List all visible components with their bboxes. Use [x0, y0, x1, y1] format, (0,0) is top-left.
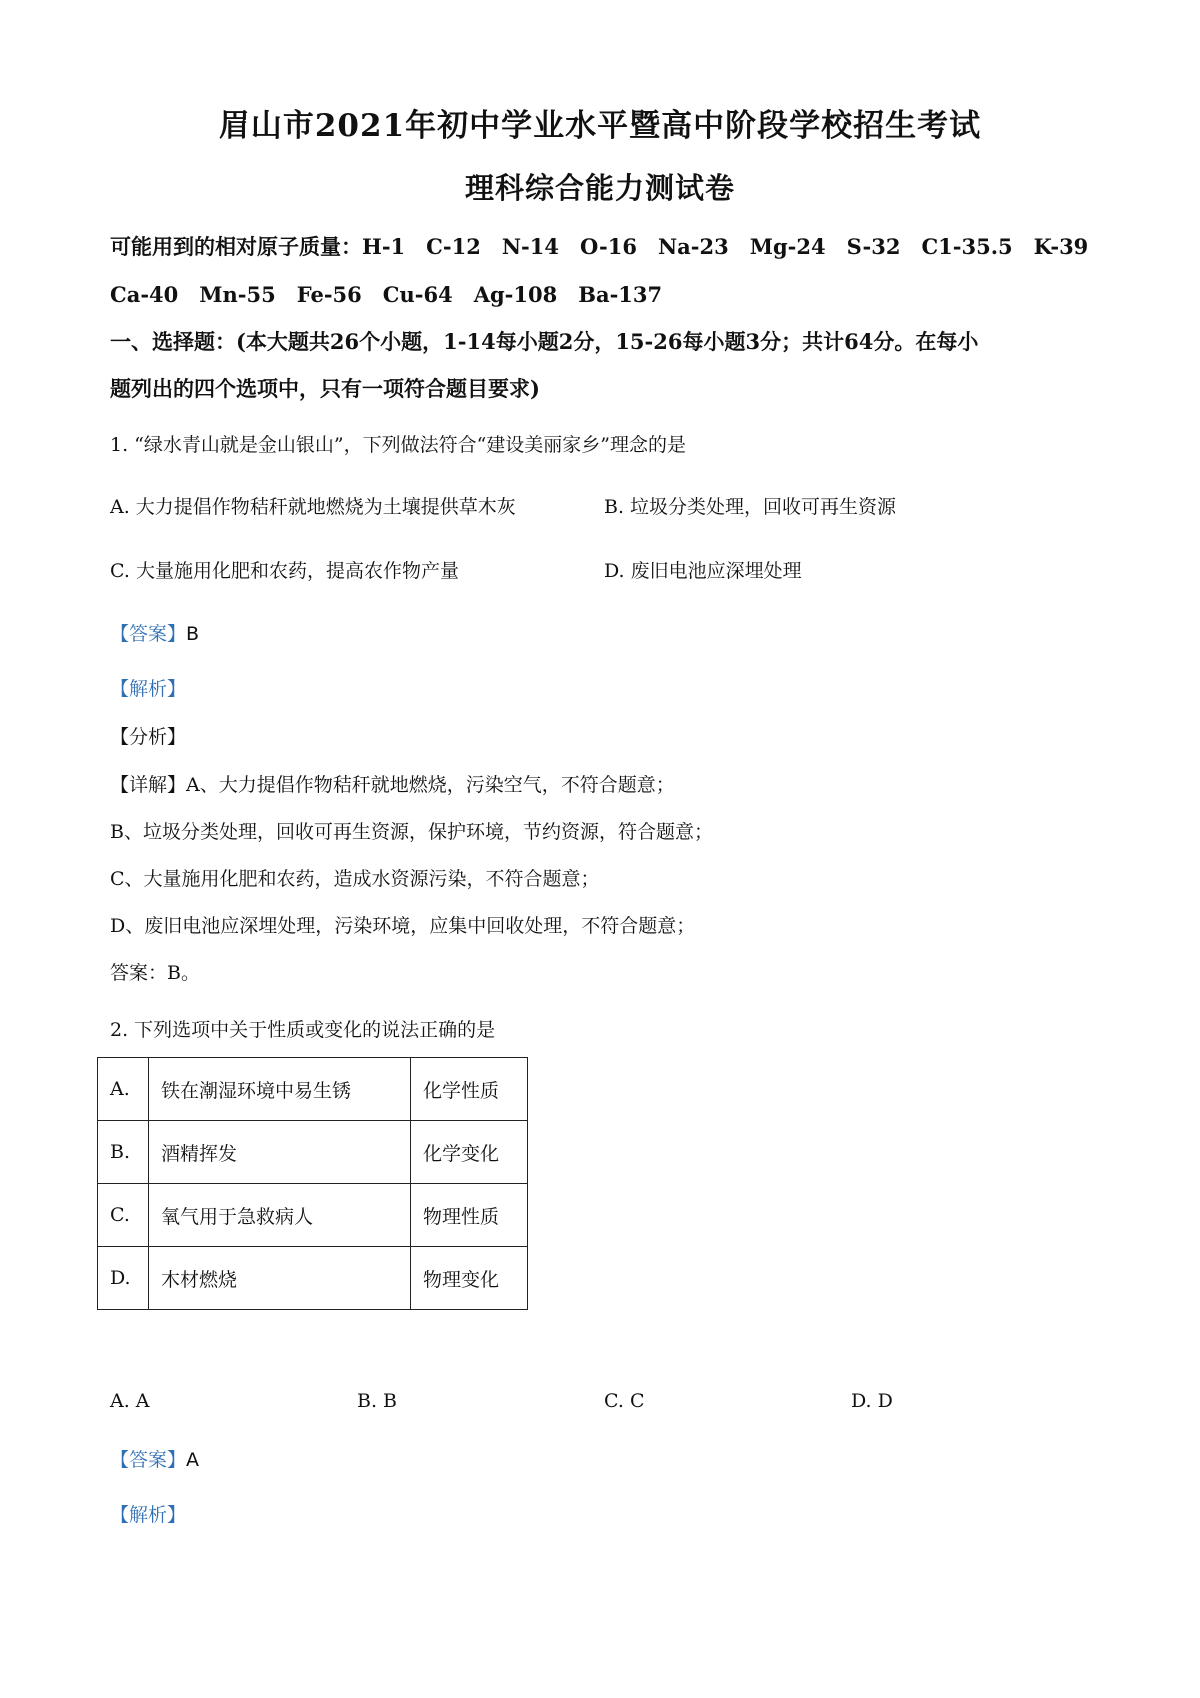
table-cell: D. — [98, 1247, 149, 1310]
table-row — [98, 1247, 528, 1310]
table-row — [98, 1058, 528, 1121]
table-row — [98, 1184, 528, 1247]
table-cell: B. — [98, 1121, 149, 1184]
q1-detail-line: 【详解】A、大力提倡作物秸秆就地燃烧，污染空气，不符合题意； — [110, 774, 675, 796]
section-heading-line-1: 一、选择题：(本大题共26个小题，1-14每小题2分，15-26每小题3分；共计64分。在每小 — [110, 329, 979, 354]
q1-stem: 1. “绿水青山就是金山银山”，下列做法符合“建设美丽家乡”理念的是 — [110, 434, 687, 456]
exam-subtitle: 理科综合能力测试卷 — [464, 171, 735, 205]
atomic-mass-line-2: Ca-40 Mn-55 Fe-56 Cu-64 Ag-108 Ba-137 — [110, 282, 663, 307]
q2-options-table — [97, 1057, 528, 1310]
atomic-mass-line-1: 可能用到的相对原子质量：H-1 C-12 N-14 O-16 Na-23 Mg-24 S-32 C1-35.5 K-39 — [110, 234, 1089, 259]
q2-analysis-label — [110, 1500, 186, 1527]
answer-label: 【答案】 — [110, 623, 187, 645]
table-cell: 化学性质 — [411, 1058, 528, 1121]
table-cell: 铁在潮湿环境中易生锈 — [149, 1058, 411, 1121]
section-heading-line-2: 题列出的四个选项中，只有一项符合题目要求) — [110, 376, 540, 401]
exam-title: 眉山市2021年初中学业水平暨高中阶段学校招生考试 — [218, 108, 982, 144]
table-cell: 物理变化 — [411, 1247, 528, 1310]
answer-value: B — [186, 623, 200, 645]
table-cell: 氧气用于急救病人 — [149, 1184, 411, 1247]
q2-choice-c: C. C — [604, 1390, 645, 1412]
q1-detail-line: D、废旧电池应深埋处理，污染环境，应集中回收处理，不符合题意； — [110, 915, 696, 937]
q1-fenxi-label: 【分析】 — [110, 726, 187, 748]
table-row — [98, 1121, 528, 1184]
q1-option-c: C. 大量施用化肥和农药，提高农作物产量 — [110, 560, 459, 582]
q1-option-d: D. 废旧电池应深埋处理 — [604, 560, 802, 582]
table-cell: 酒精挥发 — [149, 1121, 411, 1184]
table-cell: 物理性质 — [411, 1184, 528, 1247]
q2-stem: 2. 下列选项中关于性质或变化的说法正确的是 — [110, 1019, 496, 1041]
q1-detail-line: 答案：B。 — [110, 962, 200, 984]
q2-choice-d: D. D — [851, 1390, 893, 1412]
q2-answer — [110, 1445, 199, 1472]
q1-answer — [110, 619, 199, 646]
q1-option-b: B. 垃圾分类处理，回收可再生资源 — [604, 496, 897, 518]
table-cell: 化学变化 — [411, 1121, 528, 1184]
table-cell: 木材燃烧 — [149, 1247, 411, 1310]
answer-label: 【答案】 — [110, 1449, 187, 1471]
q1-option-a: A. 大力提倡作物秸秆就地燃烧为土壤提供草木灰 — [110, 496, 516, 518]
analysis-label: 【解析】 — [110, 1504, 187, 1526]
q2-choice-b: B. B — [357, 1390, 398, 1412]
q2-choice-a: A. A — [110, 1390, 150, 1412]
analysis-label: 【解析】 — [110, 678, 187, 700]
q1-detail-line: B、垃圾分类处理，回收可再生资源，保护环境，节约资源，符合题意； — [110, 821, 713, 843]
table-cell: A. — [98, 1058, 149, 1121]
q1-analysis-label — [110, 674, 186, 701]
table-cell: C. — [98, 1184, 149, 1247]
answer-value: A — [186, 1449, 200, 1471]
q1-detail-line: C、大量施用化肥和农药，造成水资源污染，不符合题意； — [110, 868, 600, 890]
